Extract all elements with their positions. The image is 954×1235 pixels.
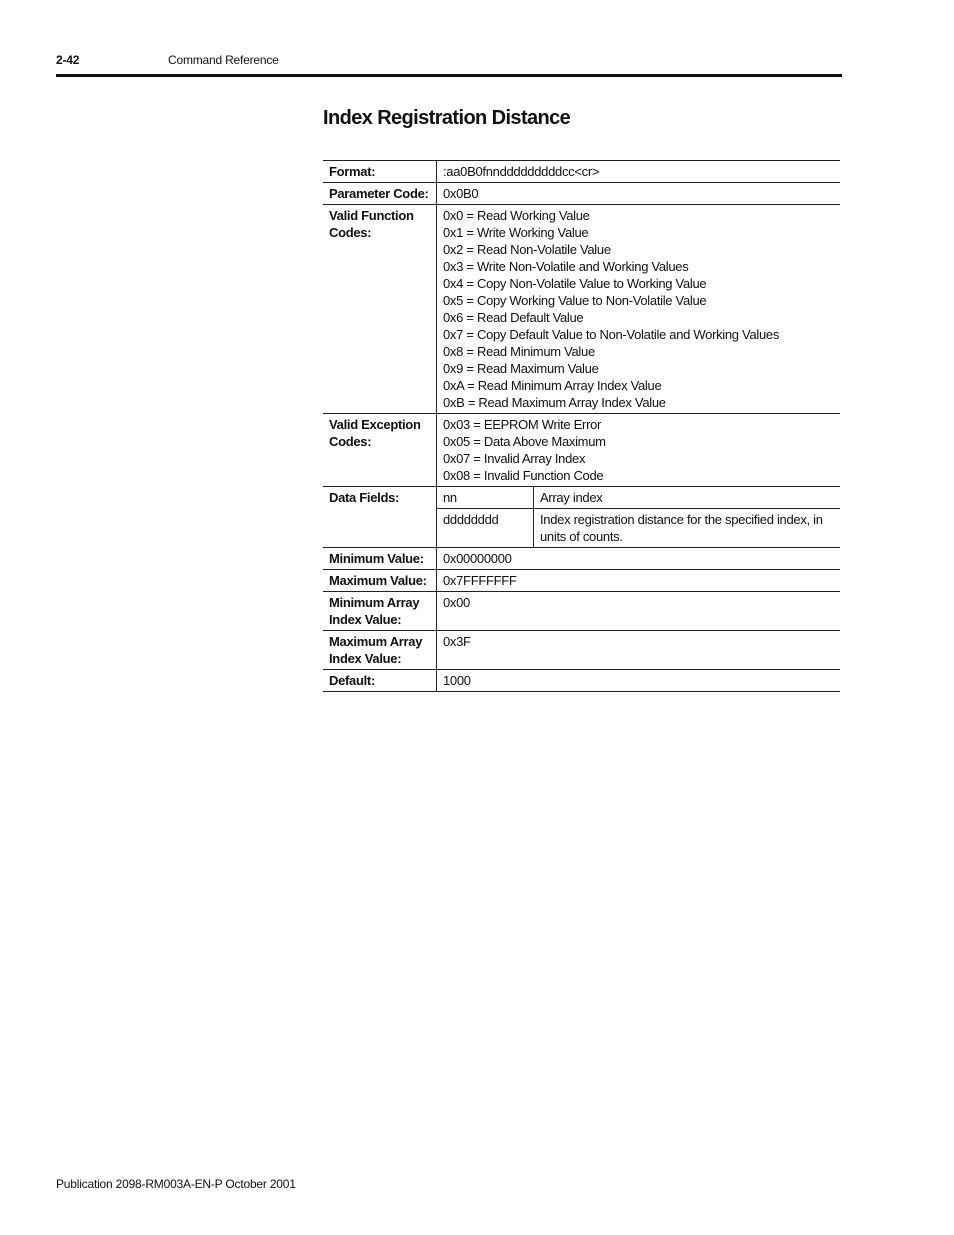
maximum-value-value: 0x7FFFFFFF: [437, 570, 841, 592]
valid-exception-codes-list: [437, 414, 841, 487]
data-fields-label: Data Fields:: [323, 487, 437, 548]
maximum-value-label: Maximum Value:: [323, 570, 437, 592]
maximum-array-index-value-value: 0x3F: [437, 631, 841, 670]
parameter-code-value: 0x0B0: [437, 183, 841, 205]
format-value: :aa0B0fnndddddddddcc<cr>: [437, 161, 841, 183]
valid-function-codes-label: Valid Function Codes:: [323, 205, 437, 414]
list-item: 0x7 = Copy Default Value to Non-Volatile and Working Values: [443, 327, 780, 342]
valid-function-codes-list: [437, 205, 841, 414]
list-item: 0x07 = Invalid Array Index: [443, 451, 586, 466]
list-item: 0xB = Read Maximum Array Index Value: [443, 395, 666, 410]
data-fields-cell: [437, 487, 841, 548]
default-label: Default:: [323, 670, 437, 692]
parameter-table: [323, 160, 840, 692]
minimum-value-value: 0x00000000: [437, 548, 841, 570]
row-format: [323, 161, 840, 183]
list-item: 0x5 = Copy Working Value to Non-Volatile Value: [443, 293, 707, 308]
header-section-title: Command Reference: [168, 53, 279, 67]
header-page-number: 2-42: [56, 53, 80, 67]
data-field-name: dddddddd: [437, 509, 534, 548]
list-item: 0x08 = Invalid Function Code: [443, 468, 604, 483]
page-title: Index Registration Distance: [323, 107, 571, 129]
list-item: 0x1 = Write Working Value: [443, 225, 589, 240]
list-item: 0x8 = Read Minimum Value: [443, 344, 595, 359]
table-row: [437, 487, 840, 509]
row-minimum-array-index-value: [323, 592, 840, 631]
list-item: 0x05 = Data Above Maximum: [443, 434, 606, 449]
header-rule: [56, 74, 842, 77]
list-item: 0x6 = Read Default Value: [443, 310, 584, 325]
table-row: [437, 509, 840, 548]
list-item: 0x3 = Write Non-Volatile and Working Values: [443, 259, 689, 274]
list-item: 0x4 = Copy Non-Volatile Value to Working Value: [443, 276, 707, 291]
minimum-array-index-value-label: Minimum Array Index Value:: [323, 592, 437, 631]
valid-exception-codes-label: Valid Exception Codes:: [323, 414, 437, 487]
row-default: [323, 670, 840, 692]
row-maximum-array-index-value: [323, 631, 840, 670]
list-item: 0x2 = Read Non-Volatile Value: [443, 242, 611, 257]
minimum-value-label: Minimum Value:: [323, 548, 437, 570]
data-field-description: Index registration distance for the specified index, in units of counts.: [534, 509, 841, 548]
row-maximum-value: [323, 570, 840, 592]
data-field-name: nn: [437, 487, 534, 509]
list-item: 0x0 = Read Working Value: [443, 208, 590, 223]
default-value: 1000: [437, 670, 841, 692]
row-data-fields: [323, 487, 840, 548]
row-parameter-code: [323, 183, 840, 205]
row-minimum-value: [323, 548, 840, 570]
footer-publication: Publication 2098-RM003A-EN-P October 2001: [56, 1177, 296, 1191]
row-valid-function-codes: [323, 205, 840, 414]
maximum-array-index-value-label: Maximum Array Index Value:: [323, 631, 437, 670]
data-field-description: Array index: [540, 490, 603, 505]
parameter-code-label: Parameter Code:: [323, 183, 437, 205]
list-item: 0xA = Read Minimum Array Index Value: [443, 378, 662, 393]
list-item: 0x9 = Read Maximum Value: [443, 361, 599, 376]
format-label: Format:: [323, 161, 437, 183]
minimum-array-index-value-value: 0x00: [437, 592, 841, 631]
list-item: 0x03 = EEPROM Write Error: [443, 417, 602, 432]
row-valid-exception-codes: [323, 414, 840, 487]
data-fields-table: [437, 487, 840, 547]
